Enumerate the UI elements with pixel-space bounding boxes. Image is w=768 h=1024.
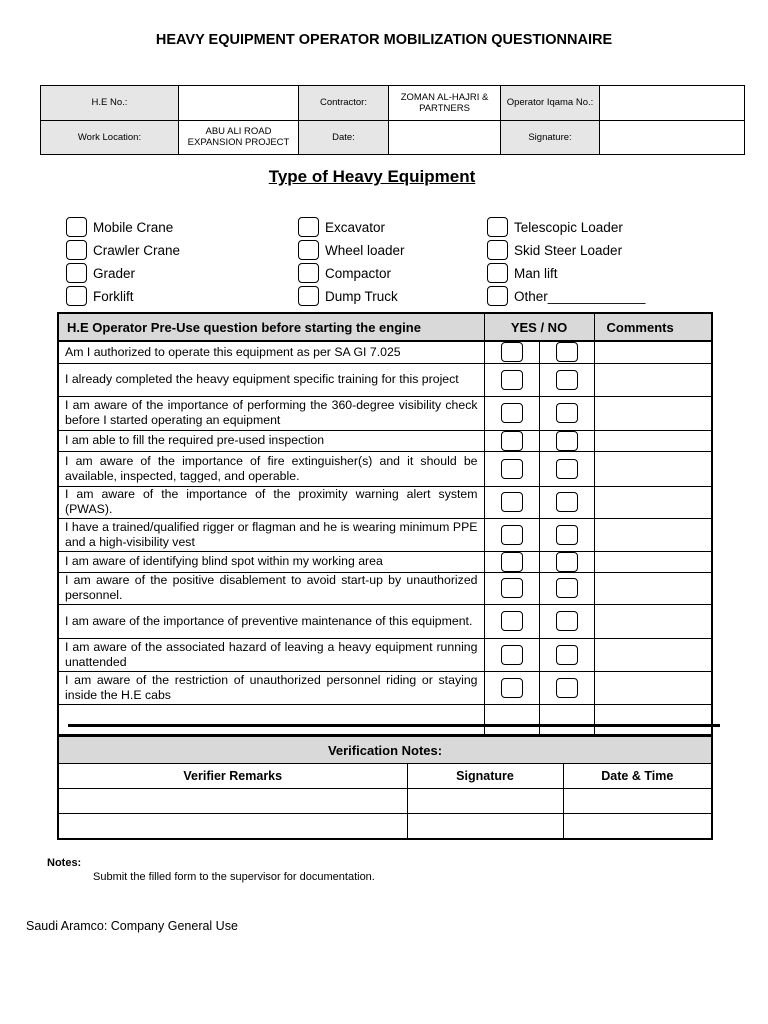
contractor-field[interactable]: ZOMAN AL-HAJRI & PARTNERS <box>389 86 501 121</box>
yes-checkbox[interactable] <box>501 552 523 572</box>
equipment-type-title: Type of Heavy Equipment <box>268 167 476 186</box>
notes-label: Notes: <box>47 857 82 869</box>
yes-cell <box>484 518 539 551</box>
table-row <box>58 341 712 363</box>
no-checkbox[interactable] <box>556 370 578 390</box>
work-location-field[interactable]: ABU ALI ROAD EXPANSION PROJECT <box>179 120 299 155</box>
table-row <box>58 518 712 551</box>
question-header: H.E Operator Pre-Use question before starting the engine <box>58 313 484 341</box>
signature-label: Signature: <box>501 120 600 155</box>
checkbox[interactable] <box>66 240 87 260</box>
yes-cell <box>484 671 539 704</box>
comment-cell[interactable] <box>594 486 712 518</box>
he-no-label: H.E No.: <box>41 86 179 121</box>
yes-cell <box>484 604 539 638</box>
date-label: Date: <box>299 120 389 155</box>
signature-header: Signature <box>407 764 563 789</box>
question-text: I am aware of the importance of performing the 360-degree visibility check before I started operating an equipment <box>58 396 484 430</box>
comment-cell[interactable] <box>594 604 712 638</box>
equipment-option-forklift[interactable] <box>66 285 134 307</box>
equipment-option-mobile-crane[interactable] <box>66 216 173 238</box>
no-checkbox[interactable] <box>556 678 578 698</box>
equipment-option-dump-truck[interactable] <box>298 285 398 307</box>
yes-cell <box>484 451 539 486</box>
no-checkbox[interactable] <box>556 403 578 423</box>
no-checkbox[interactable] <box>556 645 578 665</box>
date-time-cell[interactable] <box>563 789 712 814</box>
yes-checkbox[interactable] <box>501 525 523 545</box>
comment-cell[interactable] <box>594 638 712 671</box>
comment-cell[interactable] <box>594 572 712 604</box>
table-row-empty <box>58 704 712 735</box>
no-cell <box>539 572 594 604</box>
work-location-label: Work Location: <box>41 120 179 155</box>
no-checkbox[interactable] <box>556 431 578 451</box>
equipment-option-compactor[interactable] <box>298 262 391 284</box>
yes-checkbox[interactable] <box>501 403 523 423</box>
date-time-header: Date & Time <box>563 764 712 789</box>
checkbox[interactable] <box>487 286 508 306</box>
no-cell <box>539 604 594 638</box>
comment-cell[interactable] <box>594 451 712 486</box>
equipment-option-wheel-loader[interactable] <box>298 239 405 261</box>
no-checkbox[interactable] <box>556 552 578 572</box>
no-cell <box>539 451 594 486</box>
he-no-field[interactable] <box>179 86 299 121</box>
no-cell <box>539 671 594 704</box>
checkbox[interactable] <box>298 286 319 306</box>
checkbox[interactable] <box>298 263 319 283</box>
signature-cell[interactable] <box>407 789 563 814</box>
equipment-option-label: Wheel loader <box>325 242 405 258</box>
equipment-option-label: Other_____________ <box>514 288 646 304</box>
no-checkbox[interactable] <box>556 578 578 598</box>
no-checkbox[interactable] <box>556 342 578 362</box>
equipment-option-telescopic-loader[interactable] <box>487 216 623 238</box>
yes-no-header: YES / NO <box>484 313 594 341</box>
no-cell <box>539 551 594 572</box>
yes-checkbox[interactable] <box>501 611 523 631</box>
no-cell <box>539 341 594 363</box>
yes-cell <box>484 396 539 430</box>
yes-checkbox[interactable] <box>501 492 523 512</box>
equipment-option-skid-steer-loader[interactable] <box>487 239 622 261</box>
signature-cell[interactable] <box>407 814 563 840</box>
comment-cell[interactable] <box>594 551 712 572</box>
contractor-label: Contractor: <box>299 86 389 121</box>
equipment-option-label: Man lift <box>514 265 558 281</box>
equipment-option-label: Mobile Crane <box>93 219 174 235</box>
comment-cell[interactable] <box>594 341 712 363</box>
table-row <box>58 451 712 486</box>
comment-cell[interactable] <box>594 430 712 451</box>
comment-cell[interactable] <box>594 396 712 430</box>
yes-checkbox[interactable] <box>501 342 523 362</box>
checkbox[interactable] <box>298 240 319 260</box>
checkbox[interactable] <box>66 217 87 237</box>
yes-checkbox[interactable] <box>501 431 523 451</box>
yes-checkbox[interactable] <box>501 370 523 390</box>
checkbox[interactable] <box>66 263 87 283</box>
no-checkbox[interactable] <box>556 459 578 479</box>
question-text: I am aware of the restriction of unauthorized personnel riding or staying inside the H.E cabs <box>58 671 484 704</box>
empty-cell <box>58 704 484 735</box>
checkbox[interactable] <box>487 263 508 283</box>
date-time-cell[interactable] <box>563 814 712 840</box>
table-row <box>58 396 712 430</box>
yes-checkbox[interactable] <box>501 459 523 479</box>
table-row <box>58 486 712 518</box>
equipment-option-label: Excavator <box>325 219 386 235</box>
equipment-option-crawler-crane[interactable] <box>66 239 180 261</box>
no-cell <box>539 518 594 551</box>
table-row <box>58 430 712 451</box>
comments-header: Comments <box>594 313 712 341</box>
checkbox[interactable] <box>487 217 508 237</box>
verifier-remarks-cell[interactable] <box>58 814 407 840</box>
verifier-remarks-cell[interactable] <box>58 789 407 814</box>
question-text: I am aware of the importance of the proximity warning alert system (PWAS). <box>58 486 484 518</box>
no-cell <box>539 486 594 518</box>
question-text: I am aware of the positive disablement to avoid start-up by unauthorized personnel. <box>58 572 484 604</box>
equipment-option-label: Crawler Crane <box>93 242 181 258</box>
table-row <box>58 789 712 814</box>
table-row <box>58 671 712 704</box>
iqama-field[interactable] <box>600 86 745 121</box>
question-text: I already completed the heavy equipment specific training for this project <box>58 363 484 396</box>
yes-cell <box>484 341 539 363</box>
equipment-option-label: Forklift <box>93 288 134 304</box>
date-field[interactable] <box>389 120 501 155</box>
table-row <box>58 814 712 840</box>
empty-cell <box>484 704 539 735</box>
table-row <box>58 551 712 572</box>
question-text: I am aware of the importance of fire extinguisher(s) and it should be available, inspected, tagged, and operable. <box>58 451 484 486</box>
yes-cell <box>484 572 539 604</box>
comment-cell[interactable] <box>594 518 712 551</box>
equipment-option-label: Compactor <box>325 265 392 281</box>
question-text: I am aware of the importance of preventive maintenance of this equipment. <box>58 604 484 638</box>
table-row <box>58 363 712 396</box>
yes-checkbox[interactable] <box>501 645 523 665</box>
yes-cell <box>484 486 539 518</box>
equipment-option-man-lift[interactable] <box>487 262 558 284</box>
question-text: I am able to fill the required pre-used inspection <box>58 430 484 451</box>
no-cell <box>539 430 594 451</box>
verifier-remarks-header: Verifier Remarks <box>58 764 407 789</box>
table-row <box>58 638 712 671</box>
checkbox[interactable] <box>487 240 508 260</box>
yes-cell <box>484 363 539 396</box>
comment-cell[interactable] <box>594 363 712 396</box>
divider-line <box>68 724 720 727</box>
no-cell <box>539 396 594 430</box>
equipment-option-label: Grader <box>93 265 136 281</box>
table-row <box>58 604 712 638</box>
verification-notes-title: Verification Notes: <box>58 736 712 764</box>
no-checkbox[interactable] <box>556 525 578 545</box>
equipment-option-label: Telescopic Loader <box>514 219 623 235</box>
no-checkbox[interactable] <box>556 611 578 631</box>
signature-field[interactable] <box>600 120 745 155</box>
yes-checkbox[interactable] <box>501 678 523 698</box>
equipment-option-grader[interactable] <box>66 262 135 284</box>
iqama-label: Operator Iqama No.: <box>501 86 600 121</box>
table-row <box>58 572 712 604</box>
checkbox[interactable] <box>66 286 87 306</box>
info-table <box>40 85 745 155</box>
checkbox[interactable] <box>298 217 319 237</box>
empty-cell <box>594 704 712 735</box>
yes-checkbox[interactable] <box>501 578 523 598</box>
comment-cell[interactable] <box>594 671 712 704</box>
pre-use-questions-table <box>57 312 713 736</box>
no-checkbox[interactable] <box>556 492 578 512</box>
question-text: Am I authorized to operate this equipment as per SA GI 7.025 <box>58 341 484 363</box>
empty-cell <box>539 704 594 735</box>
footer-classification: Saudi Aramco: Company General Use <box>26 919 238 933</box>
equipment-option-excavator[interactable] <box>298 216 385 238</box>
equipment-option-other[interactable] <box>487 285 645 307</box>
yes-cell <box>484 638 539 671</box>
form-title: HEAVY EQUIPMENT OPERATOR MOBILIZATION QUESTIONNAIRE <box>155 32 613 48</box>
yes-cell <box>484 430 539 451</box>
question-text: I am aware of identifying blind spot within my working area <box>58 551 484 572</box>
no-cell <box>539 363 594 396</box>
yes-cell <box>484 551 539 572</box>
question-text: I am aware of the associated hazard of leaving a heavy equipment running unattended <box>58 638 484 671</box>
verification-table <box>57 735 713 840</box>
question-text: I have a trained/qualified rigger or flagman and he is wearing minimum PPE and a high-visibility vest <box>58 518 484 551</box>
equipment-option-label: Dump Truck <box>325 288 398 304</box>
no-cell <box>539 638 594 671</box>
equipment-option-label: Skid Steer Loader <box>514 242 623 258</box>
notes-text: Submit the filled form to the supervisor for documentation. <box>93 871 375 883</box>
